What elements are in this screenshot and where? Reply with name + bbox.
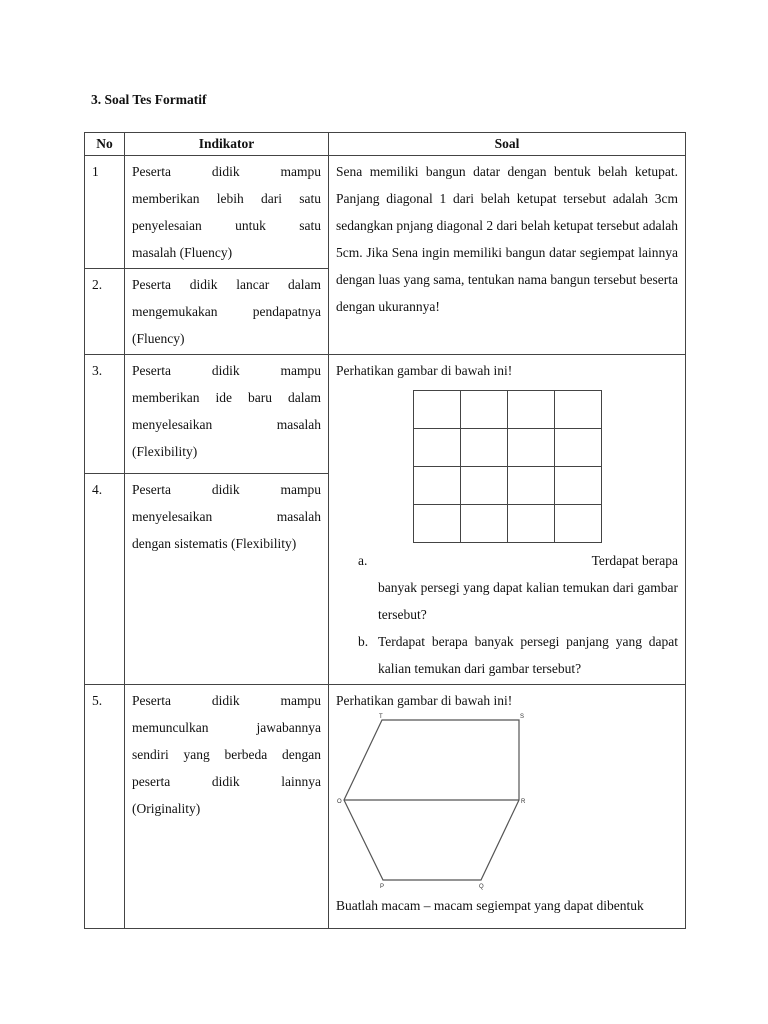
grid-row [413, 391, 601, 429]
indikator-cell [125, 355, 329, 474]
grid-row [413, 467, 601, 505]
grid-cell [413, 429, 460, 467]
grid-cell [413, 505, 460, 543]
indikator-cell [125, 156, 329, 269]
indikator-line: Peserta didik lancar dalam [132, 277, 321, 292]
indikator-line: menyelesaikan masalah [132, 509, 321, 525]
soal-intro: Perhatikan gambar di bawah ini! [336, 693, 513, 708]
list-item [336, 547, 678, 628]
square-grid [413, 390, 602, 543]
formative-test-table [84, 132, 686, 929]
soal-cell [329, 355, 686, 685]
grid-cell [507, 467, 554, 505]
table-header-row [85, 133, 686, 156]
grid-cell [554, 467, 601, 505]
soal-cell [329, 156, 686, 355]
grid-cell [413, 467, 460, 505]
square-grid-figure [336, 384, 678, 547]
indikator-line: memberikan lebih dari satu [132, 191, 321, 206]
list-marker: a. [358, 553, 368, 568]
indikator-line: memunculkan jawabannya [132, 720, 321, 735]
section-heading: 3. Soal Tes Formatif [91, 92, 207, 107]
vertex-label-p: P [380, 884, 385, 890]
grid-row [413, 429, 601, 467]
soal-closing: Buatlah macam – macam segiempat yang dapat dibentuk [336, 898, 644, 913]
row-number: 5. [85, 685, 125, 929]
row-number: 4. [85, 474, 125, 685]
table-row [85, 685, 686, 929]
grid-cell [554, 429, 601, 467]
indikator-cell [125, 269, 329, 355]
indikator-line: mengemukakan pendapatnya [132, 304, 321, 319]
list-item [336, 628, 678, 682]
hexagon-figure [336, 712, 536, 892]
grid-row [413, 505, 601, 543]
table-row [85, 156, 686, 269]
indikator-line: (Originality) [132, 801, 201, 816]
grid-cell [460, 467, 507, 505]
soal-cell [329, 685, 686, 929]
question-list [336, 547, 678, 682]
vertex-label-t: T [379, 714, 383, 720]
row-number: 1 [85, 156, 125, 269]
soal-text: Sena memiliki bangun datar dengan bentuk belah ketupat. Panjang diagonal 1 dari belah ketupat tersebut adalah 3cm sedangkan pnjang diagonal 2 dari belah ketupat tersebut adalah 5cm. Jika Sena ingin memiliki bangun datar segiempat lainnya dengan luas yang sama, tentukan nama bangun tersebut beserta dengan ukurannya! [336, 164, 678, 314]
indikator-line: (Fluency) [132, 331, 185, 346]
vertex-label-r: R [521, 799, 526, 805]
indikator-line: masalah (Fluency) [132, 245, 233, 260]
header-indikator: Indikator [125, 133, 329, 156]
list-marker: b. [358, 634, 369, 649]
table-row [85, 355, 686, 474]
grid-cell [554, 391, 601, 429]
indikator-line: sendiri yang berbeda dengan [132, 747, 321, 762]
header-soal: Soal [329, 133, 686, 156]
indikator-line: Peserta didik mampu [132, 164, 321, 179]
indikator-line: Peserta didik mampu [132, 693, 321, 708]
indikator-line: Peserta didik mampu [132, 482, 321, 498]
vertex-label-q: Q [479, 884, 484, 890]
question-text: banyak persegi yang dapat kalian temukan dari gambar tersebut? [378, 580, 678, 622]
indikator-line: (Flexibility) [132, 444, 198, 459]
grid-cell [413, 391, 460, 429]
vertex-label-s: S [520, 714, 525, 720]
grid-cell [507, 429, 554, 467]
row-number: 3. [85, 355, 125, 474]
grid-cell [460, 391, 507, 429]
grid-cell [460, 429, 507, 467]
question-text: Terdapat berapa [591, 553, 678, 568]
indikator-cell [125, 685, 329, 929]
indikator-line: menyelesaikan masalah [132, 417, 321, 432]
indikator-line: penyelesaian untuk satu [132, 218, 321, 233]
indikator-line: dengan sistematis (Flexibility) [132, 536, 297, 552]
soal-intro: Perhatikan gambar di bawah ini! [336, 363, 513, 378]
vertex-label-o: O [337, 799, 342, 805]
indikator-line: peserta didik lainnya [132, 774, 321, 789]
grid-cell [554, 505, 601, 543]
grid-cell [507, 391, 554, 429]
grid-cell [507, 505, 554, 543]
indikator-cell [125, 474, 329, 685]
indikator-line: Peserta didik mampu [132, 363, 321, 378]
grid-cell [460, 505, 507, 543]
row-number: 2. [85, 269, 125, 355]
indikator-line: memberikan ide baru dalam [132, 390, 321, 405]
header-no: No [85, 133, 125, 156]
question-text: Terdapat berapa banyak persegi panjang yang dapat kalian temukan dari gambar tersebut? [378, 634, 678, 676]
